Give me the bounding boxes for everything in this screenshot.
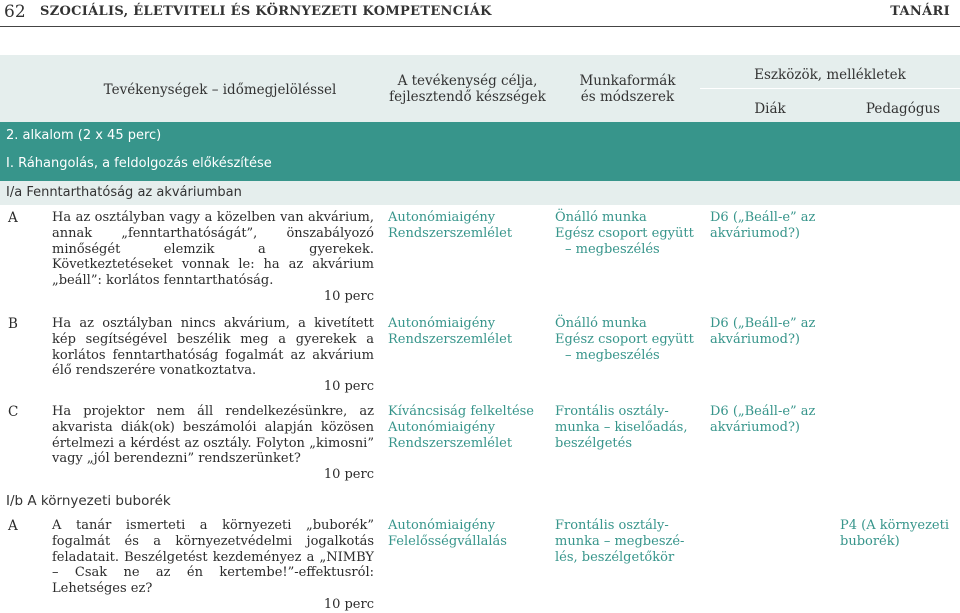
activity-description: Ha az osztályban nincs akvárium, a kivetített kép segítségével beszélik meg a gyerekek a korlátos fenntarthatóság fogalmát az akvárium élő rendszerére vonatkoztatva. 10 perc — [52, 316, 374, 395]
header-divider — [700, 88, 960, 89]
page-number: 62 — [4, 2, 26, 22]
row-letter: B — [8, 316, 18, 332]
activity-goals: Autonómiaigény Felelősségvállalás — [388, 518, 507, 549]
subsection-b-title: I/b A környezeti buborék — [6, 493, 171, 509]
header-rule — [0, 26, 960, 27]
col-activities-header: Tevékenységek – időmegjelöléssel — [103, 82, 337, 98]
col-forms-header: Munkaformák és módszerek — [579, 73, 676, 105]
activity-goals: Kíváncsiság felkeltése Autonómiaigény Rendszerszemlélet — [388, 404, 534, 451]
student-tools: D6 („Beáll-e” az akváriumod?) — [710, 210, 816, 241]
row-letter: A — [8, 518, 18, 534]
teacher-tools: P4 (A környezeti buborék) — [840, 518, 949, 549]
col-goals-header: A tevékenység célja, fejlesztendő készségek — [389, 73, 546, 105]
subsection-a-band — [0, 181, 960, 205]
col-teacher-header: Pedagógus — [865, 101, 941, 117]
row-letter: C — [8, 404, 19, 420]
subsection-a-title: I/a Fenntarthatóság az akváriumban — [6, 185, 242, 200]
activity-time: 10 perc — [323, 288, 374, 304]
student-tools: D6 („Beáll-e” az akváriumod?) — [710, 404, 816, 435]
activity-forms: Frontális osztály- munka – megbeszé- lés, beszélgetőkör — [555, 518, 685, 565]
activity-description: Ha projektor nem áll rendelkezésünkre, az akvarista diák(ok) beszámolói alapján közösen értelmezi a kérdést az osztály. Folyton „kimosni” vagy „jól berendezni” rendszerünket? 10 perc — [52, 404, 374, 483]
edition-label: TANÁRI — [890, 4, 950, 19]
session-band — [0, 122, 960, 182]
section-title: I. Ráhangolás, a feldolgozás előkészítése — [6, 156, 272, 171]
activity-goals: Autonómiaigény Rendszerszemlélet — [388, 316, 513, 347]
student-tools: D6 („Beáll-e” az akváriumod?) — [710, 316, 816, 347]
col-student-header: Diák — [754, 101, 786, 117]
activity-forms: Frontális osztály- munka – kiselőadás, beszélgetés — [555, 404, 688, 451]
session-label: 2. alkalom (2 x 45 perc) — [6, 128, 162, 143]
activity-time: 10 perc — [323, 379, 374, 395]
activity-forms: Önálló munka Egész csoport együtt – megbeszélés — [555, 210, 694, 257]
activity-description: Ha az osztályban vagy a közelben van akvárium, annak „fenntarthatóságát”, önszabályozó minőségét elemzik a gyerekek. Következtetéseket vonnak le: ha az akvárium „beáll”: korlátos fenntarthatóság. 10 perc — [52, 210, 374, 304]
col-tools-header: Eszközök, mellékletek — [754, 67, 906, 83]
book-title: SZOCIÁLIS, ÉLETVITELI ÉS KÖRNYEZETI KOMPETENCIÁK — [40, 4, 492, 19]
activity-goals: Autonómiaigény Rendszerszemlélet — [388, 210, 513, 241]
running-header — [0, 0, 960, 30]
activity-time: 10 perc — [323, 467, 374, 483]
row-letter: A — [8, 210, 18, 226]
activity-description: A tanár ismerteti a környezeti „buborék” fogalmát és a környezetvédelmi jogalkotás feladatait. Beszélgetést kezdeményez a „NIMBY – Csak ne az én kertembe!”-effektusról: Lehetséges ez? 10 perc — [52, 518, 374, 612]
activity-time: 10 perc — [323, 596, 374, 612]
activity-forms: Önálló munka Egész csoport együtt – megbeszélés — [555, 316, 694, 363]
